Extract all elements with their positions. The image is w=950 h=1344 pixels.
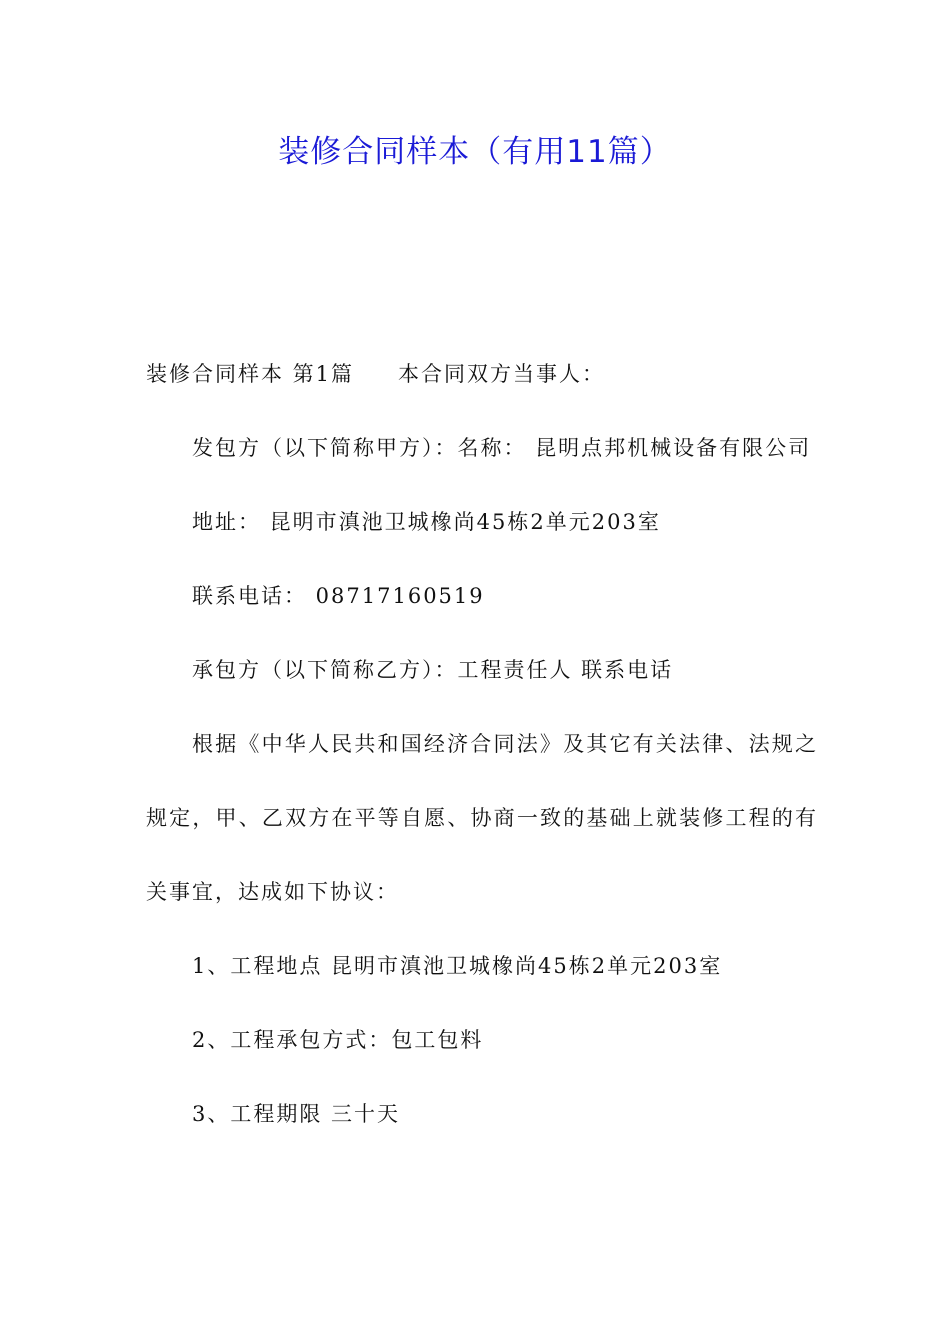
phone-line: 联系电话： 08717160519: [192, 584, 485, 608]
document-title: 装修合同样本（有用11篇）: [278, 134, 672, 170]
document-body: [146, 337, 818, 1151]
section-heading-line: [146, 337, 818, 411]
contractor-line: 承包方（以下简称乙方）：工程责任人 联系电话: [192, 658, 674, 682]
section-heading: 装修合同样本 第1篇: [146, 362, 355, 386]
clause-3: 3、工程期限 三十天: [192, 1102, 401, 1126]
clause-1: 1、工程地点 昆明市滇池卫城橡尚45栋2单元203室: [192, 954, 723, 978]
employer-line: 发包方（以下简称甲方）：名称： 昆明点邦机械设备有限公司: [192, 436, 812, 460]
clause-2: 2、工程承包方式：包工包料: [192, 1028, 484, 1052]
parties-intro: 本合同双方当事人：: [398, 362, 606, 386]
address-line: 地址： 昆明市滇池卫城橡尚45栋2单元203室: [192, 510, 661, 534]
basis-paragraph: 根据《中华人民共和国经济合同法》及其它有关法律、法规之规定，甲、乙双方在平等自愿、协商一致的基础上就装修工程的有关事宜，达成如下协议：: [146, 732, 818, 904]
